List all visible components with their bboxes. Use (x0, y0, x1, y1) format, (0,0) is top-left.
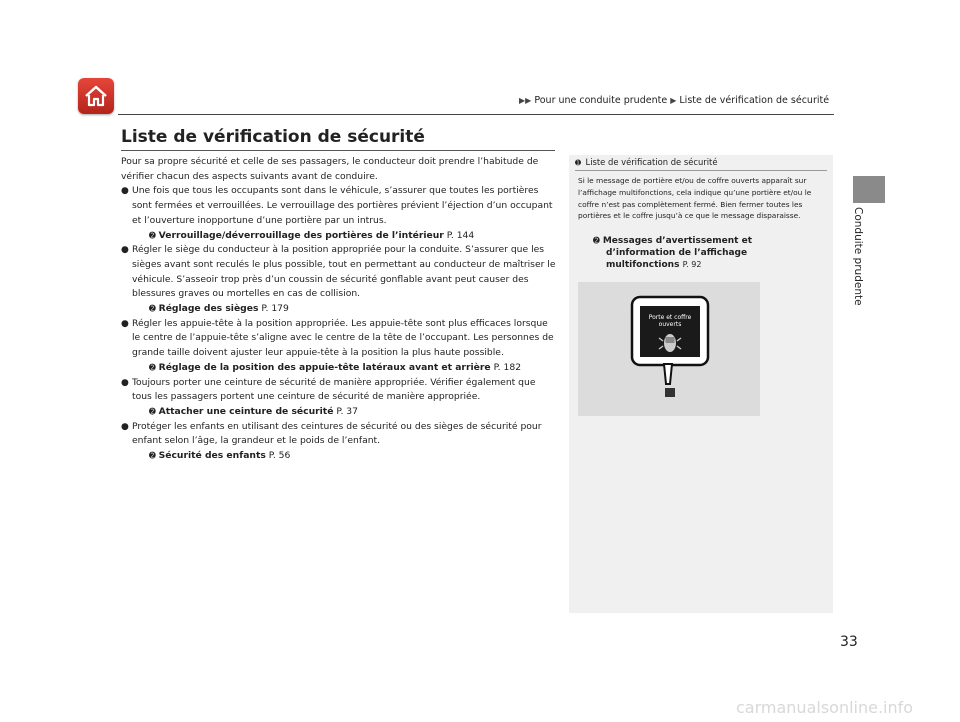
page-number: 33 (840, 634, 858, 650)
note-marker-icon: ➊ (575, 159, 581, 167)
home-button[interactable] (78, 78, 114, 114)
cross-reference-link[interactable] (121, 229, 557, 244)
checklist-item (121, 317, 557, 361)
sidebar-reference-line[interactable]: d’information de l’affichage (606, 248, 748, 258)
watermark: carmanualsonline.info (736, 698, 914, 717)
main-content (121, 155, 557, 464)
home-icon (82, 82, 110, 110)
section-tab[interactable] (853, 176, 885, 203)
checklist-item-text: Régler le siège du conducteur à la position appropriée pour la conduite. S’assurer que les sièges avant sont reculés le plus possible, tout en permettant au conducteur de maîtriser le véhicule. S’asseoir trop près d’un coussin de sécurité gonflable avant peut causer des blessures graves ou mortelles en cas de collision. (132, 244, 556, 300)
sidebar-heading (575, 157, 827, 171)
reference-arrow-icon: ➋ (149, 406, 156, 416)
reference-page[interactable]: P. 56 (268, 450, 291, 462)
reference-page[interactable]: P. 182 (493, 361, 522, 373)
intro-paragraph: Pour sa propre sécurité et celle de ses passagers, le conducteur doit prendre l’habitude de vérifier chacun des aspects suivants avant de conduire. (121, 156, 539, 182)
breadcrumb-item[interactable]: Liste de vérification de sécurité (679, 95, 830, 106)
bullet-icon: ● (121, 377, 129, 388)
triangle-right-icon: ▶▶ (519, 96, 532, 105)
reference-title[interactable]: Réglage de la position des appuie-tête latéraux avant et arrière (158, 361, 491, 373)
reference-arrow-icon: ➋ (149, 230, 156, 240)
sidebar-heading-text: Liste de vérification de sécurité (585, 157, 718, 167)
cross-reference-link[interactable] (121, 449, 557, 464)
checklist-item (121, 376, 557, 405)
reference-page[interactable]: P. 179 (261, 303, 289, 315)
reference-title[interactable]: Verrouillage/déverrouillage des portières de l’intérieur (158, 229, 444, 241)
cross-reference-link[interactable] (121, 361, 557, 376)
section-tab-label: Conduite prudente (852, 207, 864, 306)
breadcrumb (519, 95, 829, 106)
display-message-text: Porte et coffre (648, 314, 692, 321)
cross-reference-link[interactable] (121, 405, 557, 420)
sidebar-reference-line[interactable]: Messages d’avertissement et (602, 236, 753, 246)
reference-arrow-icon: ➋ (149, 362, 156, 372)
display-message-text: ouverts (658, 321, 682, 328)
title-divider (121, 150, 555, 151)
reference-title[interactable]: Réglage des sièges (158, 303, 259, 315)
checklist-item-text: Une fois que tous les occupants sont dans le véhicule, s’assurer que toutes les portières sont fermées et verrouillées. Le verrouillage des portières prévient l’éjection d’un occupant et l’ouverture inopportune d’une portière par un intrus. (132, 185, 553, 226)
reference-page[interactable]: P. 144 (446, 229, 475, 241)
reference-page[interactable]: P. 37 (336, 405, 358, 417)
reference-page[interactable]: P. 92 (682, 260, 702, 269)
checklist-item-text: Protéger les enfants en utilisant des ceintures de sécurité ou des sièges de sécurité pour enfant selon l’âge, la grandeur et le poids de l’enfant. (132, 420, 542, 447)
reference-title[interactable]: Attacher une ceinture de sécurité (158, 405, 334, 417)
sidebar-cross-reference[interactable] (593, 235, 752, 271)
bullet-icon: ● (121, 421, 129, 432)
bullet-icon: ● (121, 186, 129, 197)
breadcrumb-item[interactable]: Pour une conduite prudente (534, 95, 668, 106)
cross-reference-link[interactable] (121, 302, 557, 317)
reference-title[interactable]: Sécurité des enfants (158, 450, 266, 462)
checklist-item (121, 184, 557, 228)
reference-arrow-icon: ➋ (149, 451, 156, 461)
page-title: Liste de vérification de sécurité (121, 127, 425, 147)
bullet-icon: ● (121, 245, 129, 256)
checklist-item (121, 420, 557, 449)
checklist-item (121, 243, 557, 302)
sidebar-body: Si le message de portière et/ou de coffre ouverts apparaît sur l’affichage multifonctions, cela indique qu’une portière et/ou le coffre n’est pas complètement fermé. Bien fermer toutes les portières et le coffre jusqu’à ce que le message disparaisse. (578, 176, 812, 221)
sidebar-reference-line[interactable]: multifonctions (606, 260, 680, 270)
multi-information-display-illustration (578, 282, 760, 416)
checklist-item-text: Régler les appuie-tête à la position appropriée. Les appuie-tête sont plus efficaces lorsque le centre de l’appuie-tête s’aligne avec le centre de la tête de l’occupant. Les personnes de grande taille doivent ajuster leur appuie-tête à la position la plus haute possible. (132, 317, 554, 359)
triangle-right-icon: ▶ (670, 96, 677, 105)
checklist-item-text: Toujours porter une ceinture de sécurité de manière appropriée. Vérifier également que tous les passagers portent une ceinture de sécurité de manière appropriée. (132, 376, 536, 403)
bullet-icon: ● (121, 318, 129, 329)
reference-arrow-icon: ➋ (149, 304, 156, 314)
reference-arrow-icon: ➋ (593, 236, 600, 245)
header-divider (118, 114, 834, 115)
